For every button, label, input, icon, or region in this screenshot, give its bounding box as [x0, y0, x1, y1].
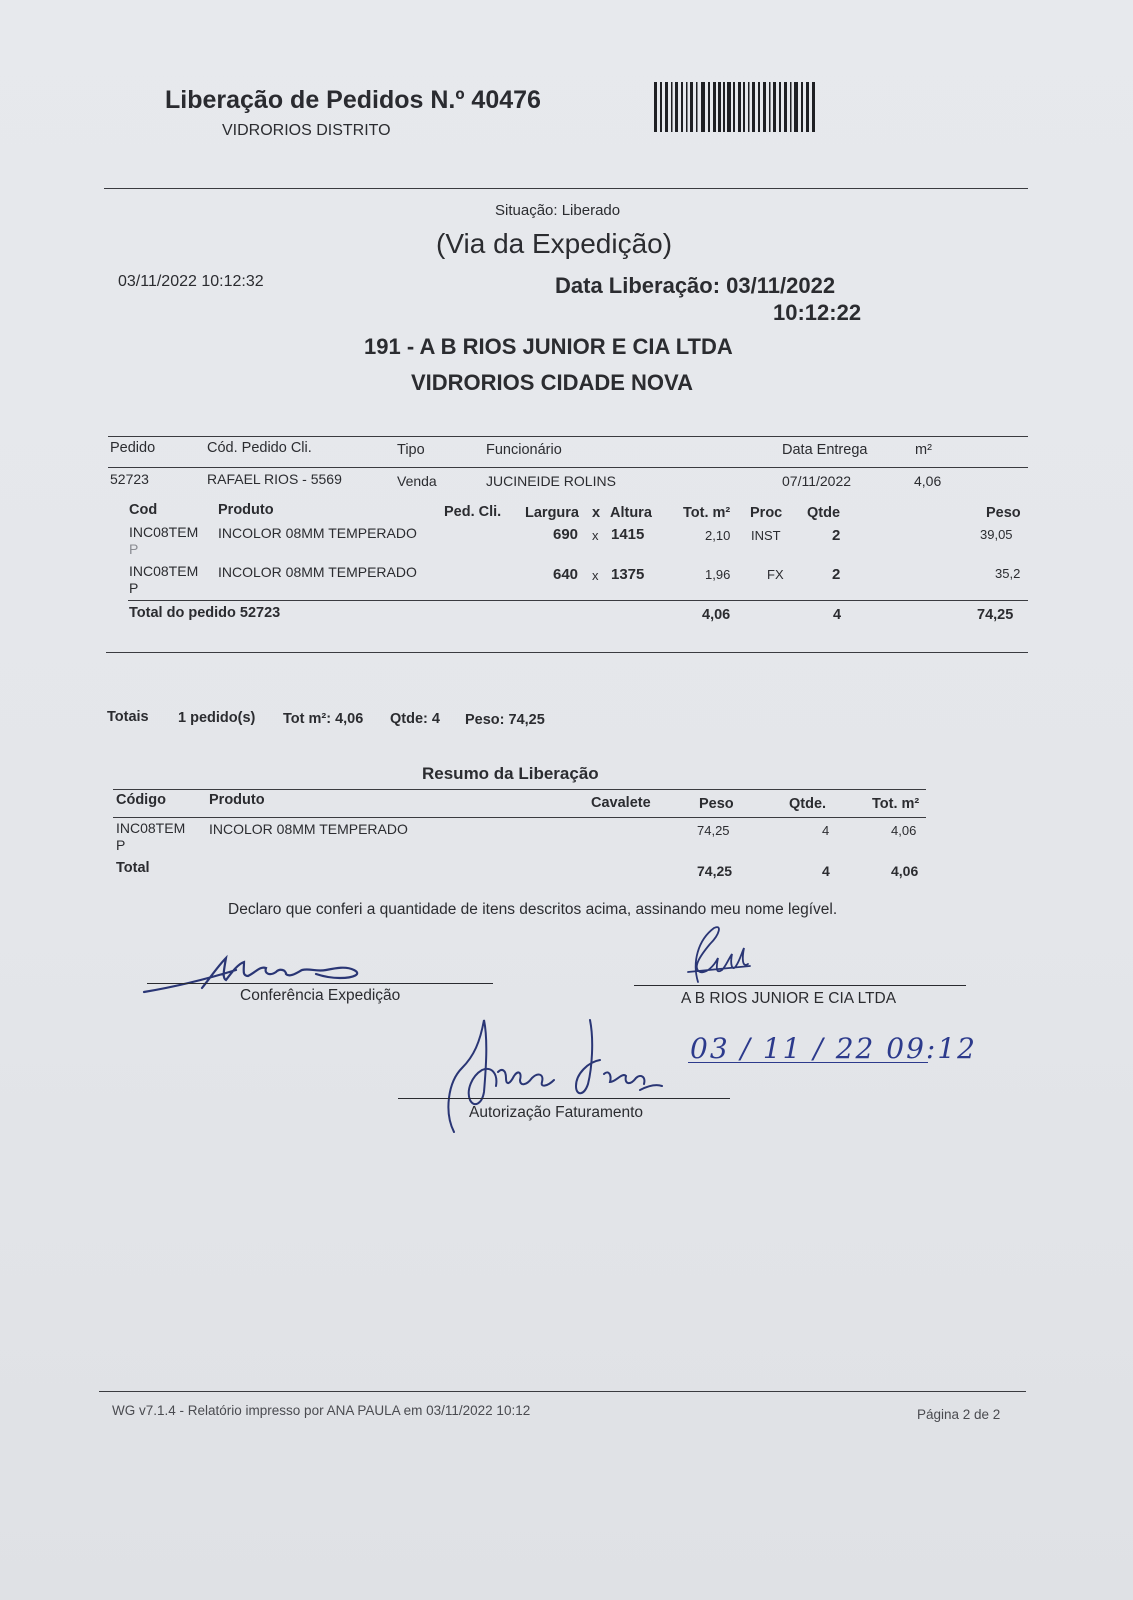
item-row-peso: 35,2 [995, 566, 1021, 581]
order-tipo: Venda [397, 473, 437, 489]
order-pedido: 52723 [110, 471, 149, 487]
signature-line-company [634, 985, 966, 986]
signature-label-autorizacao: Autorização Faturamento [469, 1104, 644, 1121]
col-cod-pedido-cli: Cód. Pedido Cli. [207, 440, 312, 456]
signature-label-company: A B RIOS JUNIOR E CIA LTDA [681, 990, 897, 1007]
item-row-largura: 690 [553, 526, 579, 543]
col-cod: Cod [129, 502, 158, 518]
order-m2: 4,06 [914, 473, 942, 489]
footer-print-info: WG v7.1.4 - Relatório impresso por ANA PAULA em 03/11/2022 10:12 [112, 1403, 531, 1418]
item-row-x: x [592, 568, 599, 583]
resumo-row-codigo: INC08TEM P [116, 820, 186, 853]
col-x: x [592, 505, 601, 521]
resumo-row-produto: INCOLOR 08MM TEMPERADO [209, 821, 408, 837]
signature-line-autorizacao [398, 1098, 730, 1099]
customer-name: 191 - A B RIOS JUNIOR E CIA LTDA [364, 334, 733, 359]
item-row-largura: 640 [553, 566, 579, 583]
col-tot-m2: Tot. m² [683, 505, 731, 521]
items-total-label: Total do pedido 52723 [129, 605, 281, 621]
item-row-peso: 39,05 [980, 527, 1013, 542]
resumo-header-divider [113, 817, 926, 818]
item-row-cod: INC08TEM P [129, 524, 199, 557]
order-funcionario: JUCINEIDE ROLINS [486, 473, 616, 489]
resumo-title: Resumo da Liberação [422, 764, 599, 783]
totais-qtde: Qtde: 4 [390, 711, 440, 727]
header-divider [104, 188, 1028, 189]
totais-tot-m2: Tot m²: 4,06 [283, 711, 364, 727]
item-row-altura: 1415 [611, 526, 645, 543]
item-row-x: x [592, 528, 599, 543]
resumo-total-peso: 74,25 [697, 863, 733, 879]
resumo-total-qtde: 4 [822, 863, 830, 879]
item-row-produto: INCOLOR 08MM TEMPERADO [218, 564, 417, 580]
col-pedido: Pedido [110, 440, 156, 456]
item-row-cod: INC08TEM P [129, 563, 199, 596]
item-row-proc: FX [767, 567, 784, 582]
resumo-total-label: Total [116, 860, 150, 876]
col-proc: Proc [750, 505, 783, 521]
resumo-row-peso: 74,25 [697, 823, 730, 838]
barcode-icon [654, 82, 816, 132]
footer-divider [99, 1391, 1026, 1392]
item-row-altura: 1375 [611, 566, 645, 583]
signature-company-icon [670, 922, 770, 986]
customer-store: VIDRORIOS CIDADE NOVA [411, 370, 693, 395]
company-subtitle: VIDRORIOS DISTRITO [222, 122, 391, 139]
declaration-text: Declaro que conferi a quantidade de itens descritos acima, assinando meu nome legível. [228, 901, 838, 918]
totais-pedidos: 1 pedido(s) [178, 710, 256, 726]
signature-label-conferencia: Conferência Expedição [240, 987, 401, 1004]
document-title: Liberação de Pedidos N.º 40476 [165, 86, 541, 114]
item-row-tot-m2: 2,10 [705, 528, 731, 543]
col-largura: Largura [525, 505, 579, 521]
resumo-col-produto: Produto [209, 792, 265, 808]
resumo-col-tot-m2: Tot. m² [872, 796, 920, 812]
order-table-header-divider [108, 467, 1028, 468]
item-row-qtde: 2 [832, 566, 841, 583]
copy-label: (Via da Expedição) [436, 228, 673, 259]
totais-label: Totais [107, 709, 149, 725]
status-text: Situação: Liberado [495, 202, 621, 219]
items-total-peso: 74,25 [977, 607, 1014, 623]
col-ped-cli: Ped. Cli. [444, 504, 502, 520]
order-section-divider [106, 652, 1028, 653]
release-date: Data Liberação: 03/11/2022 [555, 273, 836, 298]
release-time: 10:12:22 [773, 300, 862, 325]
resumo-col-peso: Peso [699, 796, 734, 812]
order-cod-pedido-cli: RAFAEL RIOS - 5569 [207, 471, 342, 487]
col-altura: Altura [610, 505, 652, 521]
col-peso: Peso [986, 505, 1021, 521]
item-row-tot-m2: 1,96 [705, 567, 731, 582]
col-qtde: Qtde [807, 505, 841, 521]
items-total-qtde: 4 [833, 607, 842, 623]
print-timestamp: 03/11/2022 10:12:32 [118, 273, 264, 290]
resumo-row-qtde: 4 [822, 823, 830, 838]
handwritten-date-underline [688, 1062, 928, 1063]
resumo-total-tot-m2: 4,06 [891, 863, 919, 879]
page-number: Página 2 de 2 [917, 1407, 1001, 1422]
items-total-divider [128, 600, 1028, 601]
order-data-entrega: 07/11/2022 [782, 473, 852, 489]
col-produto: Produto [218, 502, 274, 518]
resumo-col-cavalete: Cavalete [591, 795, 651, 811]
signature-line-conferencia [147, 983, 493, 984]
order-table-top [108, 436, 1028, 437]
col-tipo: Tipo [397, 442, 425, 458]
col-m2: m² [915, 442, 932, 458]
resumo-table-top [113, 789, 926, 790]
resumo-row-tot-m2: 4,06 [891, 823, 917, 838]
items-total-tot-m2: 4,06 [702, 607, 731, 623]
item-row-proc: INST [751, 528, 781, 543]
col-data-entrega: Data Entrega [782, 442, 868, 458]
item-row-produto: INCOLOR 08MM TEMPERADO [218, 525, 417, 541]
resumo-col-qtde: Qtde. [789, 796, 827, 812]
handwritten-date: 03 / 11 / 22 09:12 [690, 1032, 977, 1065]
col-funcionario: Funcionário [486, 442, 562, 458]
resumo-col-codigo: Código [116, 792, 166, 808]
item-row-qtde: 2 [832, 527, 841, 544]
totais-peso: Peso: 74,25 [465, 712, 545, 728]
